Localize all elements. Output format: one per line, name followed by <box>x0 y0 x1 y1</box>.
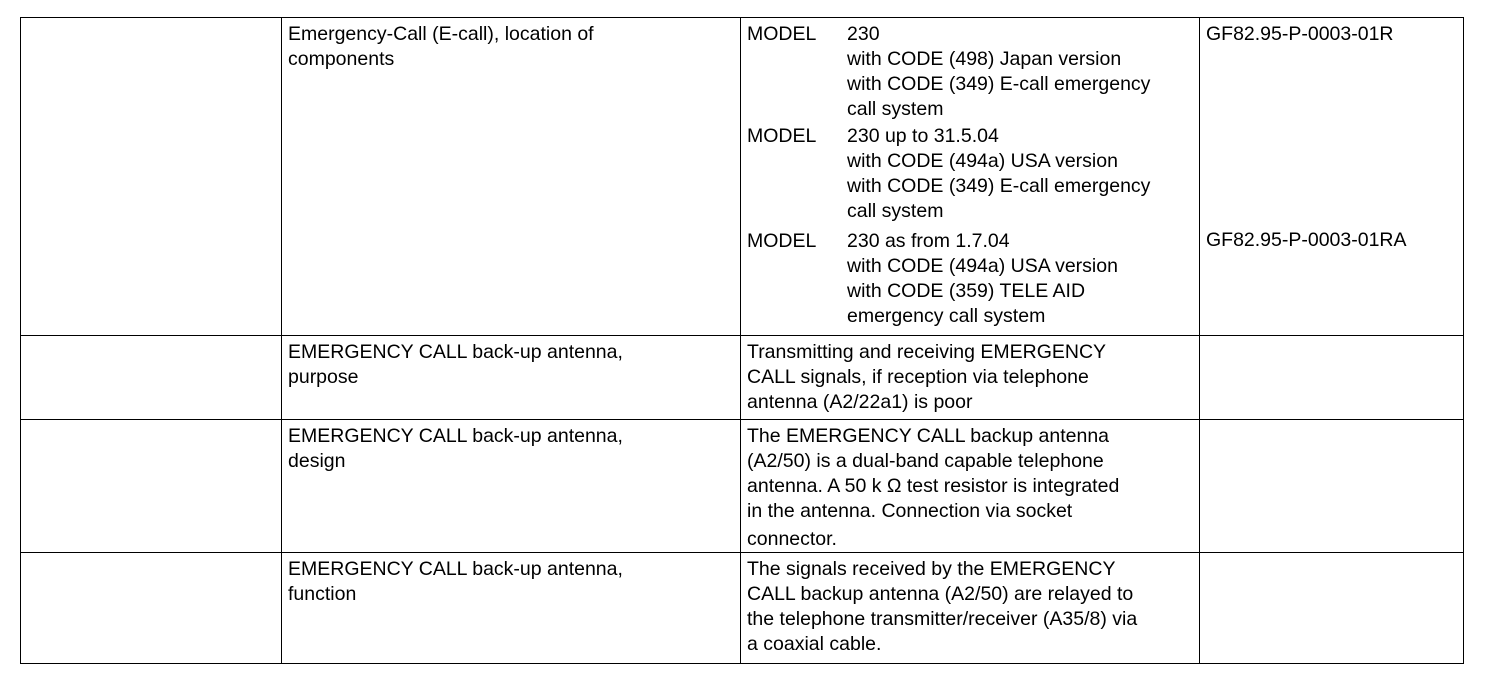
row-empty-cell <box>21 18 282 336</box>
subject-line: Emergency-Call (E-call), location of <box>288 23 594 45</box>
model-keyword: MODEL <box>747 125 817 147</box>
description-line: CALL backup antenna (A2/50) are relayed to <box>747 583 1134 605</box>
description-cell <box>741 420 1200 553</box>
model-line: call system <box>847 200 944 222</box>
row-empty-cell <box>21 336 282 420</box>
description-line: The EMERGENCY CALL backup antenna <box>747 425 1110 447</box>
model-block <box>747 229 1193 329</box>
model-line: call system <box>847 98 944 120</box>
model-line: emergency call system <box>847 305 1046 327</box>
description-line: a coaxial cable. <box>747 633 882 655</box>
subject-line: EMERGENCY CALL back-up antenna, <box>288 558 623 580</box>
subject-line: components <box>288 48 395 70</box>
model-cell <box>741 18 1200 336</box>
subject-cell <box>282 18 741 336</box>
model-line: 230 <box>847 23 880 45</box>
subject-line: design <box>288 450 346 472</box>
table-row <box>21 420 1464 553</box>
model-keyword: MODEL <box>747 23 817 45</box>
model-keyword: MODEL <box>747 230 817 252</box>
table-row <box>21 336 1464 420</box>
model-line: with CODE (494a) USA version <box>847 255 1118 277</box>
reference-cell <box>1200 420 1464 553</box>
description-cell <box>741 553 1200 664</box>
description-line: connector. <box>747 528 837 550</box>
description-line: in the antenna. Connection via socket <box>747 500 1073 522</box>
model-line: 230 up to 31.5.04 <box>847 125 999 147</box>
document-reference: GF82.95-P-0003-01R <box>1206 23 1394 45</box>
document-reference: GF82.95-P-0003-01RA <box>1206 229 1407 251</box>
description-line: antenna (A2/22a1) is poor <box>747 391 973 413</box>
subject-line: function <box>288 583 357 605</box>
reference-cell <box>1200 18 1464 336</box>
description-line: CALL signals, if reception via telephone <box>747 366 1089 388</box>
model-line: with CODE (498) Japan version <box>847 48 1122 70</box>
description-line: (A2/50) is a dual-band capable telephone <box>747 450 1104 472</box>
subject-line: purpose <box>288 366 359 388</box>
description-line: Transmitting and receiving EMERGENCY <box>747 341 1107 363</box>
model-block <box>747 22 1193 122</box>
reference-cell <box>1200 336 1464 420</box>
row-empty-cell <box>21 553 282 664</box>
description-line: the telephone transmitter/receiver (A35/8) via <box>747 608 1138 630</box>
reference-cell <box>1200 553 1464 664</box>
description-line: The signals received by the EMERGENCY <box>747 558 1116 580</box>
model-line: 230 as from 1.7.04 <box>847 230 1010 252</box>
subject-cell <box>282 553 741 664</box>
model-line: with CODE (349) E-call emergency <box>847 73 1151 95</box>
table-row <box>21 18 1464 336</box>
description-line: antenna. A 50 k Ω test resistor is integrated <box>747 475 1120 497</box>
model-block <box>747 124 1193 224</box>
subject-line: EMERGENCY CALL back-up antenna, <box>288 425 623 447</box>
model-line: with CODE (494a) USA version <box>847 150 1118 172</box>
model-line: with CODE (359) TELE AID <box>847 280 1086 302</box>
document-table <box>20 17 1464 664</box>
subject-line: EMERGENCY CALL back-up antenna, <box>288 341 623 363</box>
row-empty-cell <box>21 420 282 553</box>
subject-cell <box>282 420 741 553</box>
model-line: with CODE (349) E-call emergency <box>847 175 1151 197</box>
subject-cell <box>282 336 741 420</box>
description-cell <box>741 336 1200 420</box>
table-row <box>21 553 1464 664</box>
